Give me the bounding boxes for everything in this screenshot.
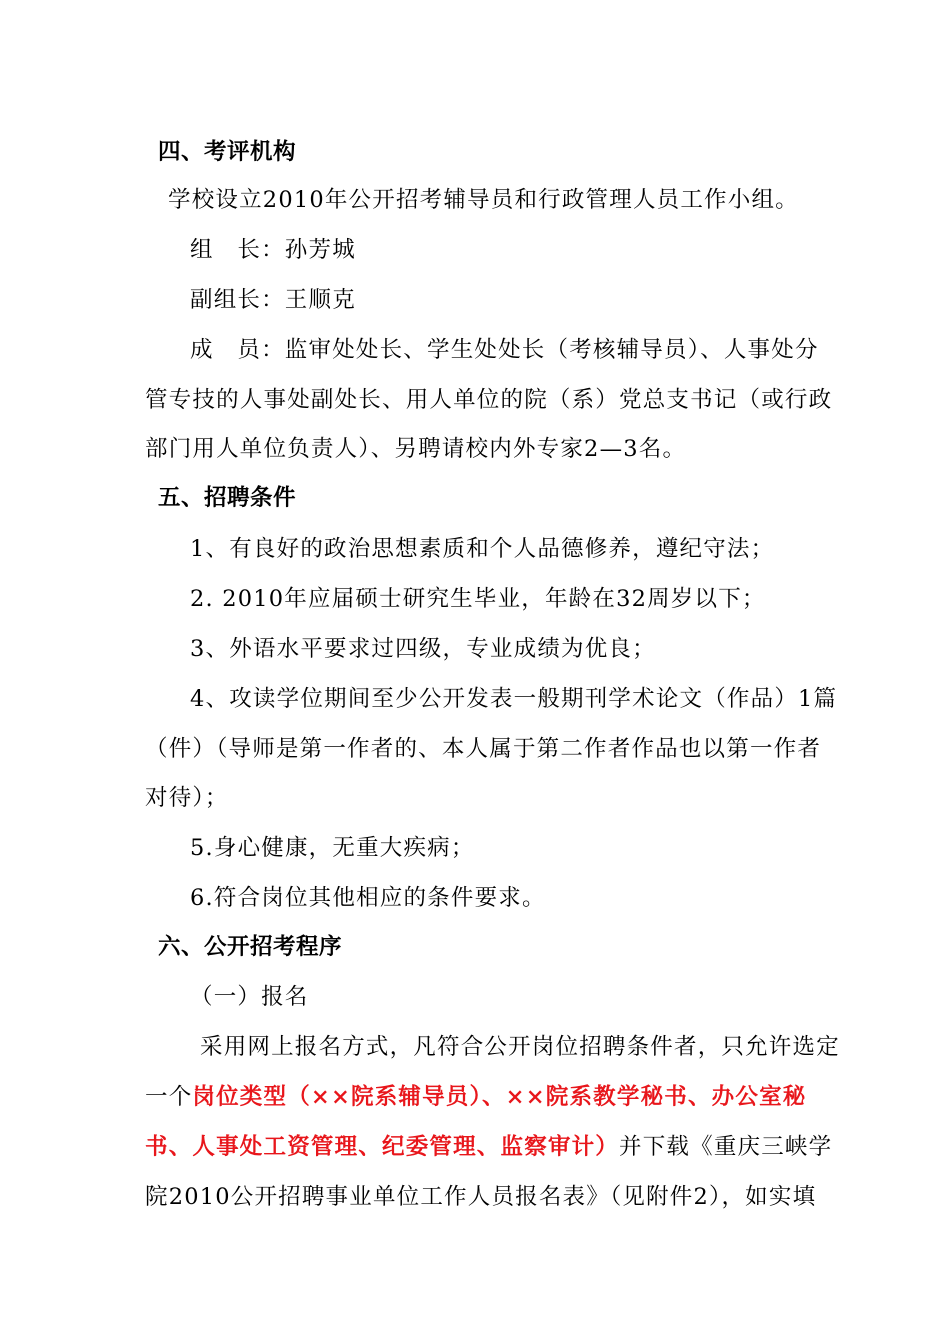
condition-3: 3、外语水平要求过四级，专业成绩为优良； <box>190 636 656 662</box>
members-line-3: 部门用人单位负责人）、另聘请校内外专家2—3名。 <box>145 436 687 462</box>
registration-para-line-3 <box>145 1132 833 1162</box>
section-6-heading: 六、公开招考程序 <box>158 934 343 960</box>
condition-4-line-3: 对待）； <box>145 785 229 811</box>
section-4-intro: 学校设立2010年公开招考辅导员和行政管理人员工作小组。 <box>168 187 799 213</box>
subsection-registration: （一）报名 <box>190 984 309 1010</box>
deputy-leader-line: 副组长：王顺克 <box>190 287 356 313</box>
section-4-heading: 四、考评机构 <box>158 139 297 165</box>
members-line-2: 管专技的人事处副处长、用人单位的院（系）党总支书记（或行政 <box>145 387 833 413</box>
condition-1: 1、有良好的政治思想素质和个人品德修养，遵纪守法； <box>190 536 775 562</box>
registration-para-line-4: 院2010公开招聘事业单位工作人员报名表》（见附件2），如实填 <box>145 1184 817 1210</box>
registration-para-line-2 <box>145 1082 805 1112</box>
condition-6: 6.符合岗位其他相应的条件要求。 <box>190 885 546 911</box>
registration-para-line-1: 采用网上报名方式，凡符合公开岗位招聘条件者，只允许选定 <box>200 1034 840 1060</box>
condition-5: 5.身心健康，无重大疾病； <box>190 835 475 861</box>
position-types-highlight: 岗位类型（××院系辅导员）、××院系教学秘书、办公室秘 <box>192 1084 807 1110</box>
condition-2: 2. 2010年应届硕士研究生毕业，年龄在32周岁以下； <box>190 586 766 612</box>
members-line-1: 成 员：监审处处长、学生处处长（考核辅导员）、人事处分 <box>190 337 819 363</box>
condition-4-line-1: 4、攻读学位期间至少公开发表一般期刊学术论文（作品）1篇 <box>190 686 838 712</box>
download-form-text: 并下载《重庆三峡学 <box>619 1134 833 1160</box>
position-types-highlight-cont: 书、人事处工资管理、纪委管理、监察审计） <box>145 1134 620 1160</box>
section-5-heading: 五、招聘条件 <box>158 485 297 511</box>
registration-prefix: 一个 <box>145 1084 193 1110</box>
condition-4-line-2: （件）（导师是第一作者的、本人属于第二作者作品也以第一作者 <box>145 736 822 762</box>
leader-line: 组 长：孙芳城 <box>190 237 356 263</box>
